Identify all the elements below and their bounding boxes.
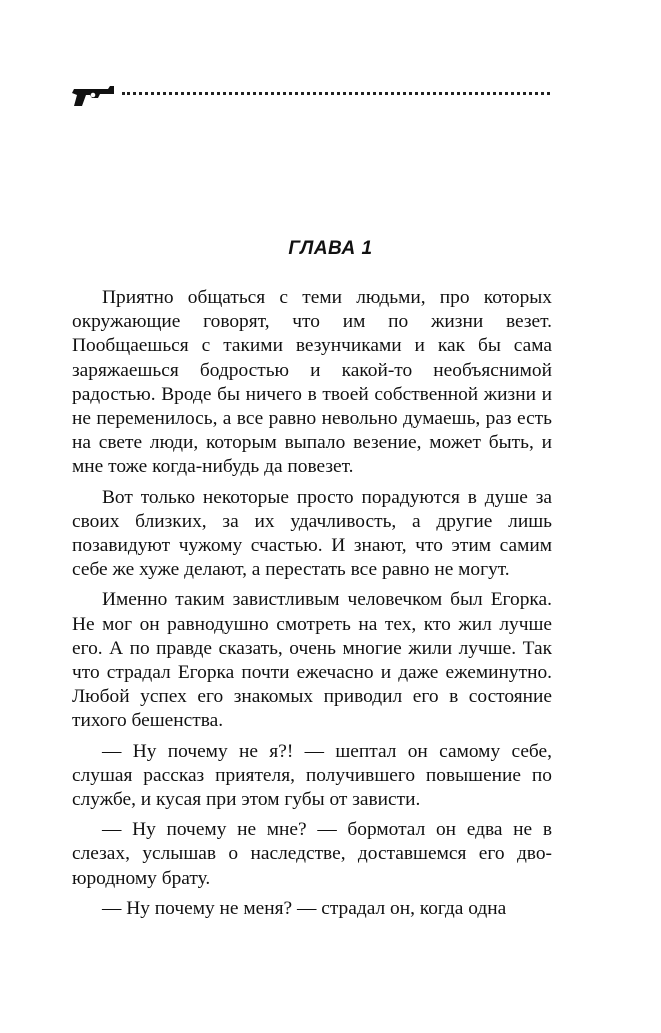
paragraph: Вот только некоторые просто порадуются в душе за своих близких, за их удачливость, а другие лишь позавидуют чужому счастью. И знают, что этим самим себе же хуже делают, а перестать все равно не могут. — [72, 486, 552, 581]
revolver-icon — [70, 80, 116, 113]
paragraph: Именно таким завистливым человечком был Егорка. Не мог он равнодушно смотреть на тех, кто жил лучше его. А по правде сказать, очень многие жили лучше. Так что страдал Егорка почти ежечасно и даже ежеминутно. Любой успех его знакомых приводил его в состояние тихого бешенства. — [72, 589, 552, 732]
paragraph: — Ну почему не я?! — шептал он самому себе, слушая рассказ приятеля, получившего повышение по службе, и кусая при этом губы от зависти. — [72, 740, 552, 811]
paragraph: — Ну почему не меня? — страдал он, когда одна — [102, 897, 507, 919]
paragraph: — Ну почему не мне? — бормотал он едва не в слезах, услышав о наследстве, доставшемся его двоюродному брату. — [72, 819, 552, 889]
header-dotted-rule — [122, 92, 550, 95]
paragraph: Приятно общаться с теми людьми, про которых окружающие говорят, что им по жизни везет. Пообщаешься с такими везунчиками и как бы сама заряжаешься бодростью и какой-то необъяснимой радостью. Вроде бы ничего в твоей собственной жизни и не переменилось, а все равно невольно думаешь, раз есть на свете люди, которым выпало везение, может быть, и мне тоже когда-нибудь да повезет. — [72, 287, 552, 478]
body-text — [72, 286, 552, 927]
page-header — [70, 80, 550, 114]
chapter-title: ГЛАВА 1 — [288, 238, 373, 259]
